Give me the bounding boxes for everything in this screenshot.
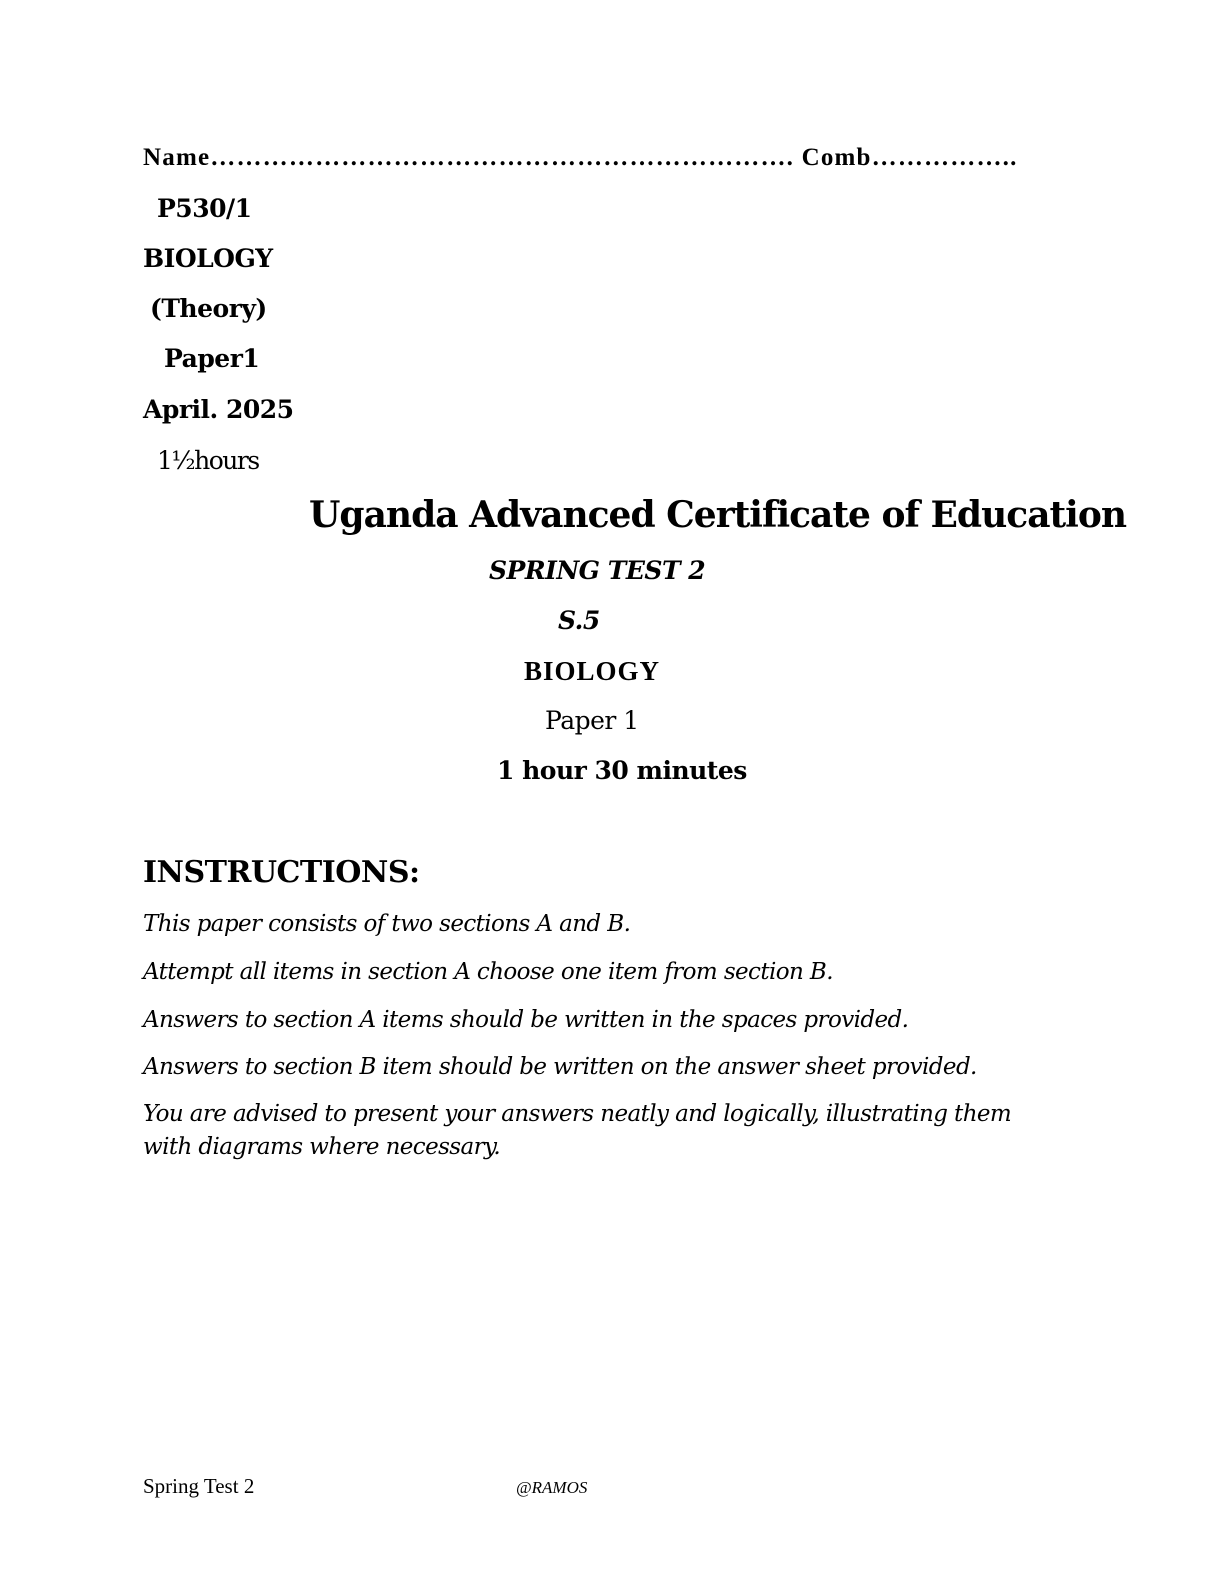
instruction-item: This paper consists of two sections A and B. (143, 911, 631, 937)
instruction-item: Attempt all items in section A choose one item from section B. (143, 959, 833, 985)
header-paper: Paper1 (164, 344, 260, 373)
test-name: SPRING TEST 2 (489, 556, 706, 585)
exam-paper: Paper 1 (545, 706, 639, 735)
paper-code: P530/1 (157, 194, 252, 223)
footer-test-name: Spring Test 2 (143, 1474, 255, 1498)
exam-title: Uganda Advanced Certificate of Education (309, 494, 1127, 536)
instructions-heading: INSTRUCTIONS: (143, 855, 420, 890)
exam-subject: BIOLOGY (524, 656, 661, 686)
instruction-item: You are advised to present your answers neatly and logically, illustrating them with diagrams where necessary. (143, 1101, 1012, 1160)
header-date: April. 2025 (143, 395, 294, 424)
header-type: (Theory) (150, 294, 267, 323)
header-duration: 1½hours (157, 446, 259, 475)
footer-author: @RAMOS (516, 1478, 588, 1497)
class-level: S.5 (558, 606, 600, 635)
instruction-item: Answers to section A items should be written in the spaces provided. (143, 1007, 909, 1033)
instruction-item: Answers to section B item should be written on the answer sheet provided. (143, 1054, 977, 1080)
header-subject: BIOLOGY (143, 244, 273, 273)
name-comb-line: Name…………………………………………………………. Comb…………….. (143, 144, 1018, 171)
exam-duration: 1 hour 30 minutes (497, 756, 747, 785)
